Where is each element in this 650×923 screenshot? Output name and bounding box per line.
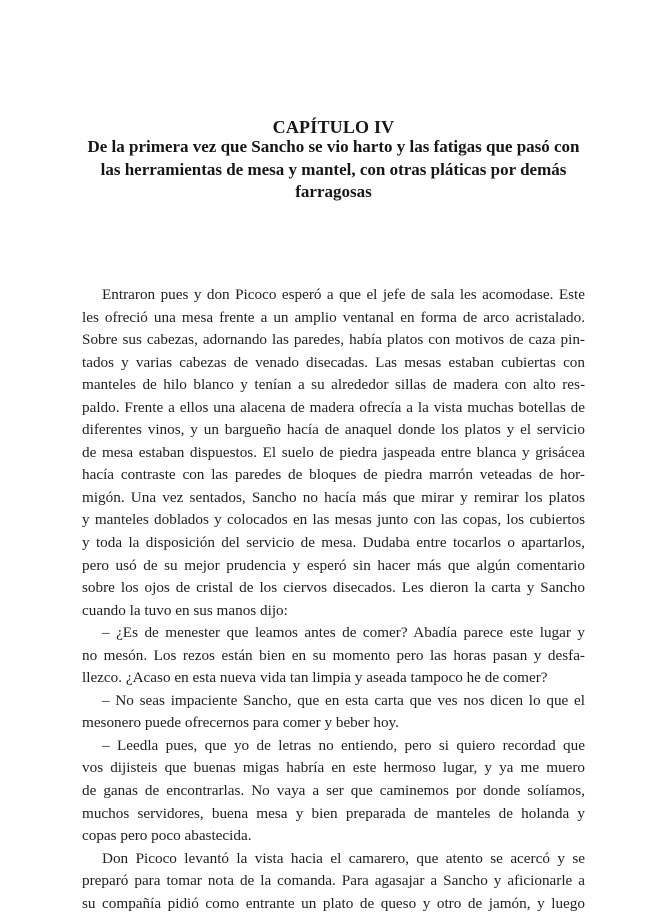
text-line: mesonero puede ofrecernos para comer y beber hoy.: [82, 714, 399, 732]
chapter-title-line: De la primera vez que Sancho se vio harto y las fatigas que pasó con: [87, 137, 580, 156]
chapter-title-line: farragosas: [295, 182, 372, 201]
text-line: de ganas de encontrarlas. No vaya a ser que caminemos por donde solíamos,: [82, 782, 585, 800]
text-line: Sobre sus cabezas, adornando las paredes, había platos con motivos de caza pin-: [82, 331, 585, 349]
chapter-title-line: las herramientas de mesa y mantel, con otras pláticas por demás: [100, 159, 567, 179]
text-line: Don Picoco levantó la vista hacia el camarero, que atento se acercó y se: [102, 849, 585, 867]
text-line: y manteles doblados y colocados en las mesas junto con las copas, los cubiertos: [82, 511, 585, 529]
chapter-title: [82, 136, 585, 204]
text-line: sobre los ojos de cristal de los ciervos disecados. Les dieron la carta y Sancho: [82, 579, 585, 597]
text-line: Entraron pues y don Picoco esperó a que el jefe de sala les acomodase. Este: [102, 286, 585, 303]
text-line: – Leedla pues, que yo de letras no entiendo, pero si quiero recordad que: [102, 736, 585, 754]
text-line: muchos servidores, buena mesa y bien preparada de manteles de holanda y: [82, 804, 585, 822]
text-line: copas pero poco abastecida.: [82, 827, 252, 845]
text-line: y toda la disposición del servicio de mesa. Dudaba entre tocarlos o apartarlos,: [82, 534, 585, 552]
chapter-body-text: [82, 284, 585, 915]
text-line: – ¿Es de menester que leamos antes de comer? Abadía parece este lugar y: [102, 624, 585, 642]
text-line: paldo. Frente a ellos una alacena de madera ofrecía a la vista muchas botellas de: [82, 398, 585, 416]
text-line: pero usó de su mejor prudencia y esperó sin hacer más que algún comentario: [82, 556, 585, 574]
text-line: cuando la tuvo en sus manos dijo:: [82, 601, 288, 619]
text-line: diferentes vinos, y un bargueño hacía de anaquel donde los platos y el servicio: [82, 421, 585, 439]
text-line: llezco. ¿Acaso en esta nueva vida tan limpia y aseada tampoco he de comer?: [82, 669, 548, 687]
text-line: de mesa estaban dispuestos. El suelo de piedra jaspeada entre blanca y grisácea: [82, 443, 585, 461]
text-line: vos dijisteis que buenas migas habría en este hermoso lugar, y ya me muero: [82, 759, 585, 777]
text-line: manteles de hilo blanco y tenían a su alrededor sillas de madera con alto res-: [82, 376, 585, 394]
text-line: tados y varias cabezas de venado disecadas. Las mesas estaban cubiertas con: [82, 353, 585, 371]
text-line: hacía contraste con las paredes de bloques de piedra marrón veteadas de hor-: [82, 466, 585, 484]
text-line: migón. Una vez sentados, Sancho no hacía más que mirar y remirar los platos: [82, 488, 585, 506]
text-line: no mesón. Los rezos están bien en su momento pero las horas pasan y desfa-: [82, 646, 585, 664]
chapter-number: CAPÍTULO IV: [272, 117, 395, 137]
text-line: – No seas impaciente Sancho, que en esta carta que ves nos dicen lo que el: [102, 691, 585, 709]
text-line: preparó para tomar nota de la comanda. Para agasajar a Sancho y aficionarle a: [82, 872, 585, 890]
text-line: su compañía pidió como entrante un plato de queso y otro de jamón, y luego: [82, 894, 585, 912]
text-line: les ofreció una mesa frente a un amplio ventanal en forma de arco acristalado.: [82, 308, 585, 326]
